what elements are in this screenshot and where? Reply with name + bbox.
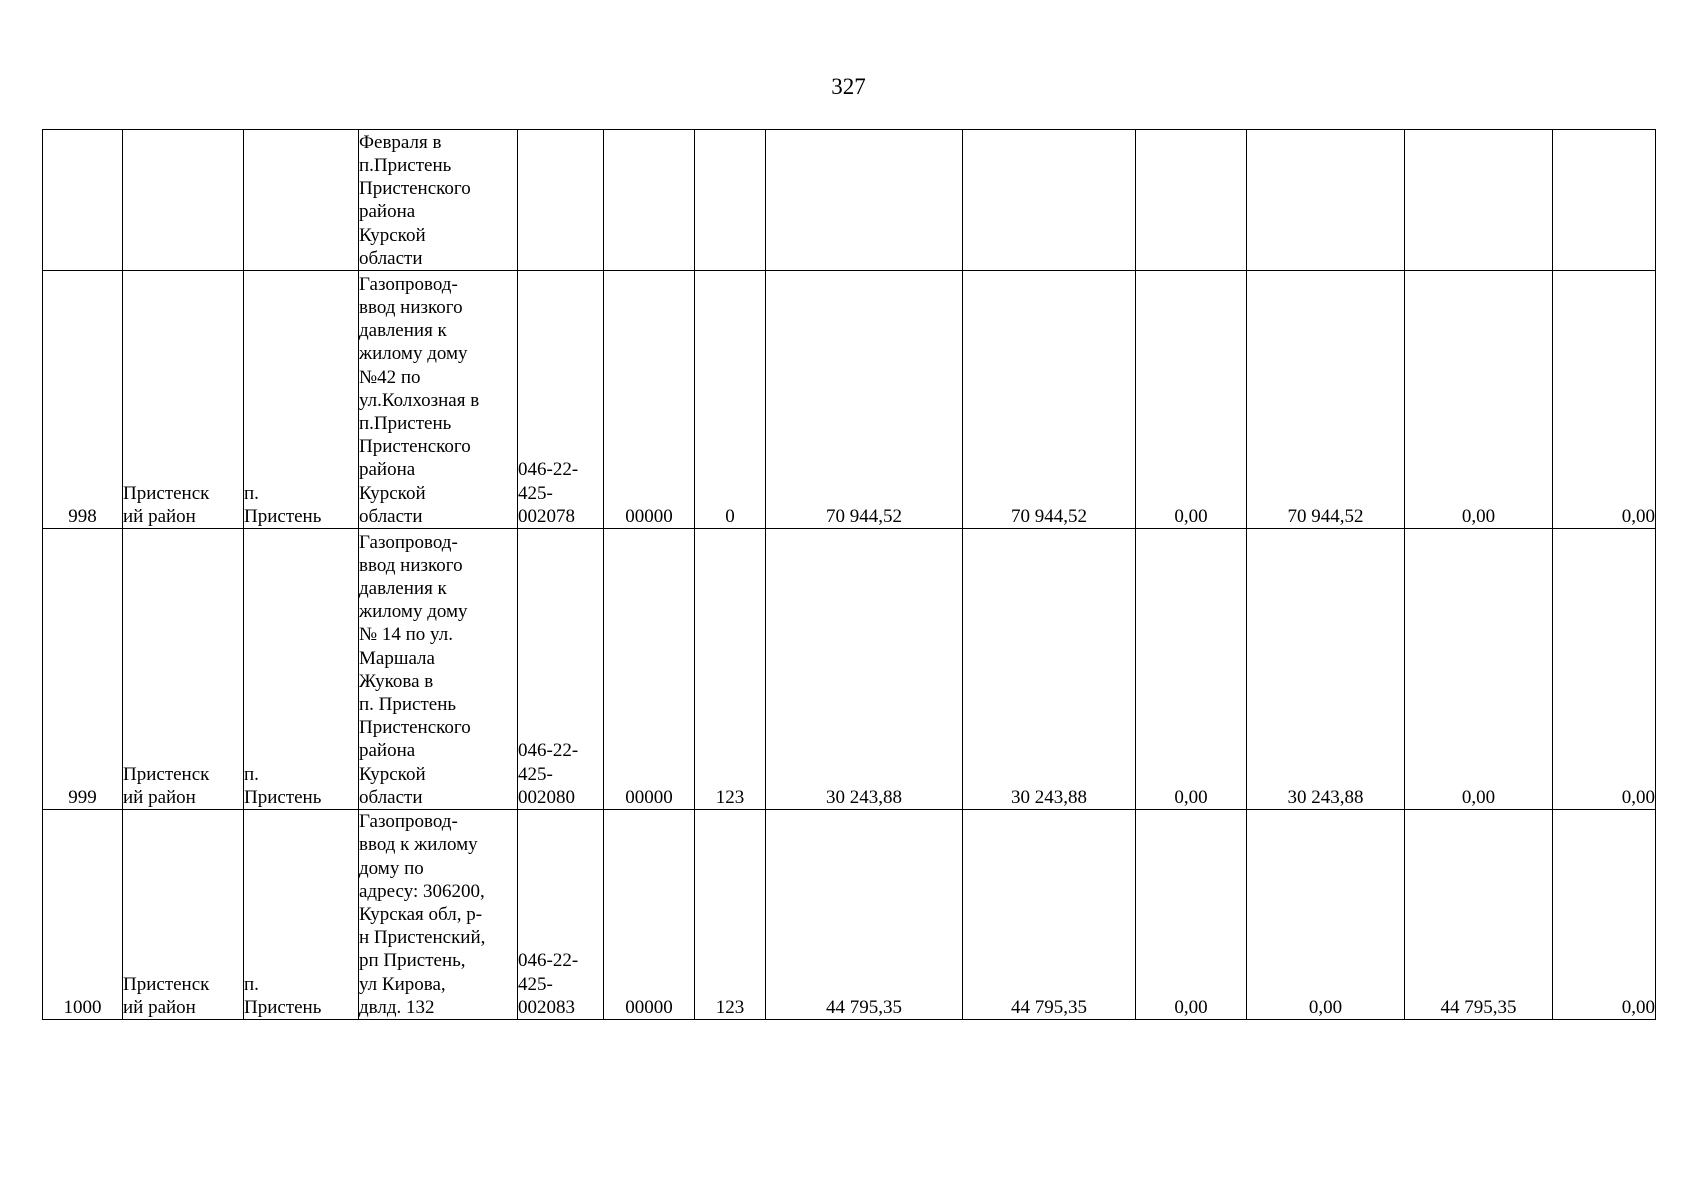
cell-district <box>123 130 244 271</box>
cell-inventory-number: 046-22- 425- 002083 <box>518 810 604 1020</box>
cell-object-name: Газопровод- ввод низкого давления к жилому дому № 14 по ул. Маршала Жукова в п. Пристень Пристенского района Курской области <box>359 529 518 810</box>
cell-value-6: 0,00 <box>1553 529 1656 810</box>
cell-quantity: 0 <box>695 271 766 529</box>
cell-object-name: Февраля в п.Пристень Пристенского района Курской области <box>359 130 518 271</box>
cell-value-3: 0,00 <box>1136 529 1247 810</box>
cell-value-1: 70 944,52 <box>766 271 963 529</box>
cell-value-5: 0,00 <box>1405 529 1553 810</box>
cell-value-1: 44 795,35 <box>766 810 963 1020</box>
property-register-table <box>42 129 1656 1020</box>
cell-value-5: 0,00 <box>1405 271 1553 529</box>
table-row <box>43 271 1656 529</box>
cell-object-name: Газопровод- ввод низкого давления к жилому дому №42 по ул.Колхозная в п.Пристень Пристенского района Курской области <box>359 271 518 529</box>
cell-value-3 <box>1136 130 1247 271</box>
cell-row-number: 999 <box>43 529 123 810</box>
cell-row-number: 998 <box>43 271 123 529</box>
cell-inventory-number: 046-22- 425- 002078 <box>518 271 604 529</box>
cell-district: Пристенск ий район <box>123 529 244 810</box>
cell-value-2: 44 795,35 <box>963 810 1136 1020</box>
cell-locality: п. Пристень <box>244 271 359 529</box>
page-number: 327 <box>831 74 866 99</box>
cell-district: Пристенск ий район <box>123 810 244 1020</box>
cell-quantity <box>695 130 766 271</box>
cell-row-number: 1000 <box>43 810 123 1020</box>
cell-value-6 <box>1553 130 1656 271</box>
cell-value-1: 30 243,88 <box>766 529 963 810</box>
cell-locality: п. Пристень <box>244 529 359 810</box>
cell-value-5 <box>1405 130 1553 271</box>
cell-value-4: 30 243,88 <box>1247 529 1405 810</box>
cell-value-6: 0,00 <box>1553 810 1656 1020</box>
cell-locality: п. Пристень <box>244 810 359 1020</box>
cell-code <box>604 130 695 271</box>
cell-inventory-number: 046-22- 425- 002080 <box>518 529 604 810</box>
cell-value-4: 70 944,52 <box>1247 271 1405 529</box>
table-row <box>43 810 1656 1020</box>
cell-row-number <box>43 130 123 271</box>
cell-value-1 <box>766 130 963 271</box>
cell-value-3: 0,00 <box>1136 810 1247 1020</box>
cell-value-4: 0,00 <box>1247 810 1405 1020</box>
table-row <box>43 529 1656 810</box>
cell-locality <box>244 130 359 271</box>
cell-value-2: 30 243,88 <box>963 529 1136 810</box>
cell-value-5: 44 795,35 <box>1405 810 1553 1020</box>
cell-inventory-number <box>518 130 604 271</box>
cell-value-6: 0,00 <box>1553 271 1656 529</box>
cell-code: 00000 <box>604 529 695 810</box>
table-row <box>43 130 1656 271</box>
cell-value-3: 0,00 <box>1136 271 1247 529</box>
cell-quantity: 123 <box>695 810 766 1020</box>
cell-object-name: Газопровод- ввод к жилому дому по адресу: 306200, Курская обл, р- н Пристенский, рп Пристень, ул Кирова, двлд. 132 <box>359 810 518 1020</box>
cell-value-4 <box>1247 130 1405 271</box>
cell-value-2: 70 944,52 <box>963 271 1136 529</box>
cell-code: 00000 <box>604 810 695 1020</box>
cell-value-2 <box>963 130 1136 271</box>
cell-quantity: 123 <box>695 529 766 810</box>
cell-district: Пристенск ий район <box>123 271 244 529</box>
cell-code: 00000 <box>604 271 695 529</box>
